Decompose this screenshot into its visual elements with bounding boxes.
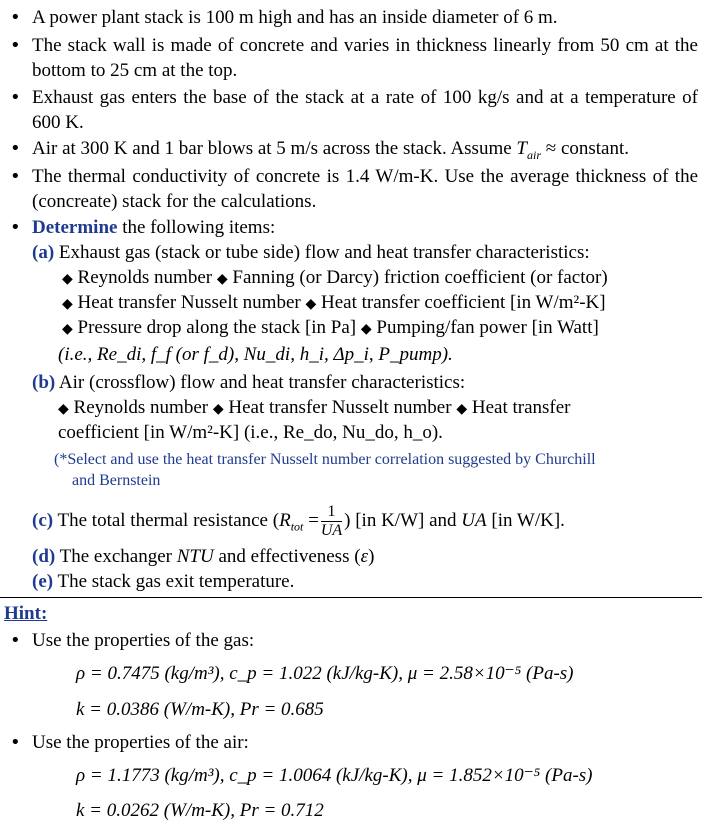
part-c: (c) The total thermal resistance ($R_{tot}$ = $\frac{1}{UA}$ ) [in K/W] and UA [in W/K]. — [32, 503, 565, 539]
part-b-note-line2: and Bernstein — [72, 472, 161, 489]
given-air-flow: • Air at 300 K and 1 bar blows at 5 m/s across the stack. Assume $T_{air}$ ≈ constant. — [10, 136, 698, 161]
diamond-icon: ◆ — [58, 401, 69, 417]
diamond-icon: ◆ — [305, 296, 317, 312]
given-thermal-conductivity: • The thermal conductivity of concrete is 1.4 W/m-K. Use the average thickness of the (concreate) stack for the calculations. — [10, 164, 698, 214]
part-e: (e) The stack gas exit temperature. — [32, 571, 295, 592]
gas-properties-line2: k = 0.0386 (W/m-K), Pr = 0.685 — [76, 699, 324, 720]
part-b-note-line1: (*Select and use the heat transfer Nusselt number correlation suggested by Churchill — [54, 451, 596, 468]
diamond-icon: ◆ — [62, 296, 73, 312]
diamond-icon: ◆ — [62, 321, 73, 337]
part-b-title: (b) Air (crossflow) flow and heat transfer characteristics: — [32, 372, 466, 393]
part-a-row3: ◆ Pressure drop along the stack [in Pa] ◆ Pumping/fan power [in Watt] — [62, 317, 599, 338]
diamond-icon: ◆ — [212, 401, 224, 417]
part-d: (d) The exchanger NTU and effectiveness (ε) — [32, 546, 375, 567]
part-b-row2: coefficient [in W/m²-K] (i.e., Re_do, Nu_do, h_o). — [58, 422, 443, 443]
diamond-icon: ◆ — [62, 271, 73, 287]
air-properties-line2: k = 0.0262 (W/m-K), Pr = 0.712 — [76, 800, 324, 821]
diamond-icon: ◆ — [360, 321, 372, 337]
hint-heading: Hint: — [4, 603, 48, 624]
hint-gas-intro: • Use the properties of the gas: — [10, 628, 698, 653]
given-stack-size: • A power plant stack is 100 m high and has an inside diameter of 6 m. — [10, 5, 698, 30]
part-a-symbols: (i.e., Re_di, f_f (or f_d), Nu_di, h_i, Δp_i, P_pump). — [58, 344, 453, 365]
part-a-row2: ◆ Heat transfer Nusselt number ◆ Heat transfer coefficient [in W/m²-K] — [62, 292, 606, 313]
given-exhaust-gas: • Exhaust gas enters the base of the stack at a rate of 100 kg/s and at a temperature of 600 K. — [10, 85, 698, 135]
fraction: $\frac{1}{UA}$ — [320, 503, 343, 539]
part-a-title: (a) Exhaust gas (stack or tube side) flow and heat transfer characteristics: — [32, 242, 590, 263]
part-a-row1: ◆ Reynolds number ◆ Fanning (or Darcy) friction coefficient (or factor) — [62, 267, 608, 288]
determine-heading: • Determine the following items: — [10, 215, 698, 240]
hint-air-intro: • Use the properties of the air: — [10, 730, 698, 755]
diamond-icon: ◆ — [216, 271, 228, 287]
part-b-row1: ◆ Reynolds number ◆ Heat transfer Nusselt number ◆ Heat transfer — [58, 397, 571, 418]
gas-properties-line1: ρ = 0.7475 (kg/m³), c_p = 1.022 (kJ/kg-K), μ = 2.58×10⁻⁵ (Pa-s) — [76, 663, 574, 684]
divider — [0, 597, 702, 598]
air-properties-line1: ρ = 1.1773 (kg/m³), c_p = 1.0064 (kJ/kg-K), μ = 1.852×10⁻⁵ (Pa-s) — [76, 765, 593, 786]
given-wall-thickness: • The stack wall is made of concrete and varies in thickness linearly from 50 cm at the bottom to 25 cm at the top. — [10, 33, 698, 83]
diamond-icon: ◆ — [456, 401, 468, 417]
